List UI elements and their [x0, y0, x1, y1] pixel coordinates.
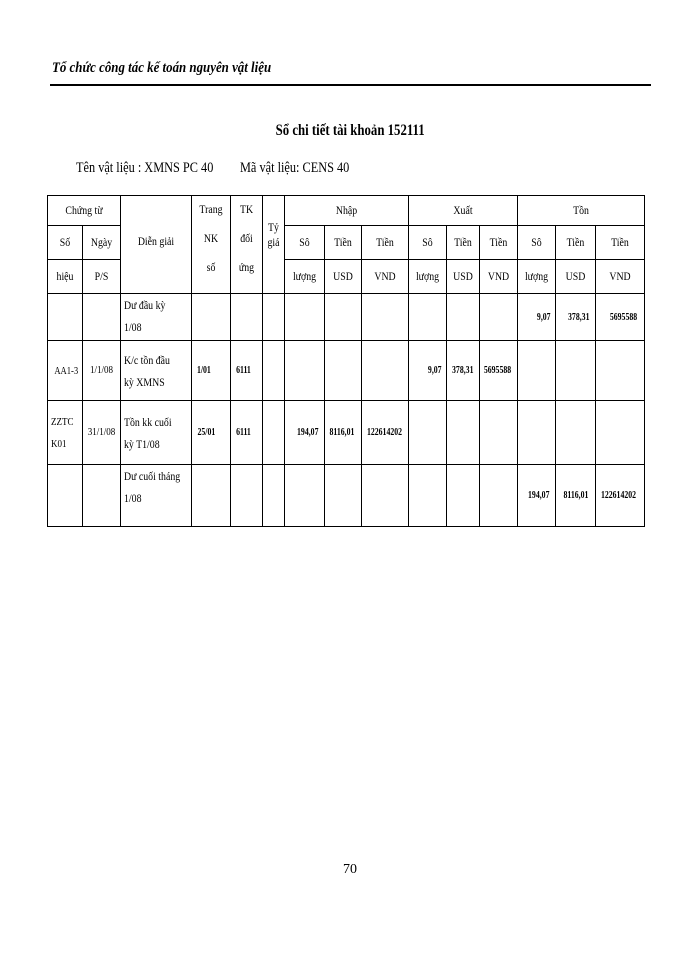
cell-ton-usd: 8116,01 [556, 465, 596, 527]
col-xuat-so-luong-2: lượng [409, 260, 447, 294]
col-nhap: Nhập [285, 196, 409, 226]
col-ton-so-luong-2: lượng [518, 260, 556, 294]
running-header: Tổ chức công tác kế toán nguyên vật liệu [52, 60, 272, 76]
cell-ton-sl [518, 401, 556, 465]
col-nhap-tien-vnd: Tiền [362, 226, 409, 260]
cell-ton-vnd [596, 341, 645, 401]
col-xuat: Xuất [409, 196, 518, 226]
page-number: 70 [343, 862, 357, 877]
cell-nhap-vnd [362, 294, 409, 341]
cell-ton-usd [556, 341, 596, 401]
cell-dien-giai: K/c tồn đầu kỳ XMNS [121, 341, 192, 401]
col-xuat-so-luong: Sô [409, 226, 447, 260]
col-tk-doi-ung: TK đối ứng [231, 196, 263, 294]
col-ton-so-luong: Sô [518, 226, 556, 260]
cell-xuat-sl [409, 401, 447, 465]
cell-dien-giai: Tồn kk cuối kỳ T1/08 [121, 401, 192, 465]
header-rule [50, 84, 651, 86]
col-ton-tien-vnd-2: VND [596, 260, 645, 294]
col-chung-tu: Chứng từ [48, 196, 121, 226]
cell-nhap-vnd [362, 465, 409, 527]
col-so-hieu: Số [48, 226, 83, 260]
cell-so-hieu [48, 465, 83, 527]
col-trang-nk: Trang NK số [192, 196, 231, 294]
cell-ngay: 31/1/08 [83, 401, 121, 465]
cell-xuat-vnd [480, 401, 518, 465]
cell-xuat-usd [447, 401, 480, 465]
col-ngay: Ngày [83, 226, 121, 260]
cell-dien-giai: Dư cuối tháng 1/08 [121, 465, 192, 527]
cell-trang [192, 465, 231, 527]
col-nhap-tien-usd: Tiền [325, 226, 362, 260]
cell-so-hieu: AA1-3 [48, 341, 83, 401]
col-xuat-tien-vnd: Tiền [480, 226, 518, 260]
col-nhap-so-luong: Sô [285, 226, 325, 260]
material-name: Tên vật liệu : XMNS PC 40 [76, 160, 214, 176]
cell-ton-sl [518, 341, 556, 401]
cell-nhap-usd [325, 341, 362, 401]
cell-ton-usd: 378,31 [556, 294, 596, 341]
col-ngay-2: P/S [83, 260, 121, 294]
document-title: Sổ chi tiết tài khoản 152111 [275, 122, 425, 139]
cell-nhap-vnd [362, 341, 409, 401]
table-row [48, 341, 645, 401]
col-ton-tien-usd-2: USD [556, 260, 596, 294]
cell-xuat-usd [447, 465, 480, 527]
col-xuat-tien-usd-2: USD [447, 260, 480, 294]
cell-xuat-vnd: 5695588 [480, 341, 518, 401]
table-row [48, 401, 645, 465]
col-xuat-tien-usd: Tiền [447, 226, 480, 260]
cell-xuat-sl: 9,07 [409, 341, 447, 401]
cell-ton-sl: 194,07 [518, 465, 556, 527]
cell-so-hieu [48, 294, 83, 341]
table-row [48, 465, 645, 527]
cell-nhap-usd [325, 294, 362, 341]
cell-nhap-sl [285, 294, 325, 341]
cell-xuat-vnd [480, 294, 518, 341]
cell-nhap-sl: 194,07 [285, 401, 325, 465]
col-so-hieu-2: hiệu [48, 260, 83, 294]
cell-nhap-usd: 8116,01 [325, 401, 362, 465]
cell-tk: 6111 [231, 401, 263, 465]
cell-ty-gia [263, 465, 285, 527]
col-ton-tien-usd: Tiền [556, 226, 596, 260]
col-nhap-tien-usd-2: USD [325, 260, 362, 294]
cell-ton-sl: 9,07 [518, 294, 556, 341]
col-nhap-tien-vnd-2: VND [362, 260, 409, 294]
cell-ton-vnd: 122614202 [596, 465, 645, 527]
cell-ngay: 1/1/08 [83, 341, 121, 401]
cell-xuat-usd: 378,31 [447, 341, 480, 401]
cell-ty-gia [263, 294, 285, 341]
cell-xuat-sl [409, 465, 447, 527]
col-xuat-tien-vnd-2: VND [480, 260, 518, 294]
ledger-table [47, 195, 645, 527]
cell-trang: 1/01 [192, 341, 231, 401]
cell-ty-gia [263, 341, 285, 401]
cell-ngay [83, 465, 121, 527]
cell-ngay [83, 294, 121, 341]
cell-xuat-usd [447, 294, 480, 341]
cell-xuat-vnd [480, 465, 518, 527]
cell-nhap-usd [325, 465, 362, 527]
cell-nhap-sl [285, 465, 325, 527]
cell-ton-vnd [596, 401, 645, 465]
cell-tk [231, 465, 263, 527]
material-code: Mã vật liệu: CENS 40 [240, 160, 350, 176]
col-ton-tien-vnd: Tiền [596, 226, 645, 260]
col-nhap-so-luong-2: lượng [285, 260, 325, 294]
cell-trang: 25/01 [192, 401, 231, 465]
cell-ton-usd [556, 401, 596, 465]
cell-ton-vnd: 5695588 [596, 294, 645, 341]
cell-trang [192, 294, 231, 341]
cell-dien-giai: Dư đầu kỳ 1/08 [121, 294, 192, 341]
col-ty-gia: Tỷ giá [263, 196, 285, 294]
cell-tk [231, 294, 263, 341]
cell-ty-gia [263, 401, 285, 465]
cell-xuat-sl [409, 294, 447, 341]
cell-so-hieu: ZZTC K01 [48, 401, 83, 465]
col-ton: Tồn [518, 196, 645, 226]
cell-nhap-sl [285, 341, 325, 401]
col-dien-giai: Diễn giải [121, 196, 192, 294]
cell-nhap-vnd: 122614202 [362, 401, 409, 465]
table-row [48, 294, 645, 341]
cell-tk: 6111 [231, 341, 263, 401]
